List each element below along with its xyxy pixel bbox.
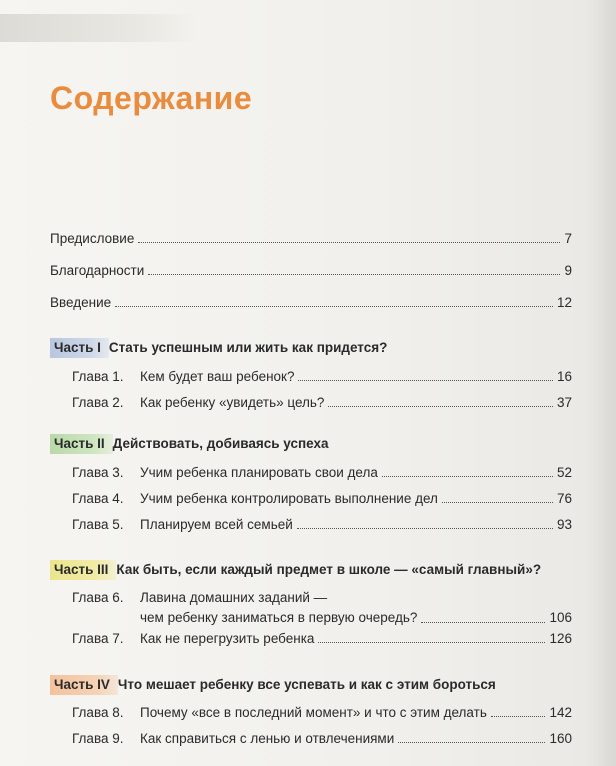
chapter-title: Почему «все в последний момент» и что с этим делать — [140, 705, 487, 720]
chapter-title-line1: Лавина домашних заданий — — [140, 590, 328, 605]
chapter-title: Кем будет ваш ребенок? — [140, 369, 295, 384]
toc-chapter-8 — [50, 700, 572, 722]
dot-leader — [298, 380, 553, 381]
toc-chapter-4 — [50, 486, 572, 508]
chapter-title-line2: чем ребенку заниматься в первую очередь? — [140, 610, 418, 625]
dot-leader — [148, 274, 560, 275]
running-header-strip — [0, 14, 200, 42]
chapter-page: 160 — [549, 731, 572, 746]
chapter-title: Как справиться с ленью и отвлечениями — [140, 731, 395, 746]
chapter-page: 142 — [549, 705, 572, 720]
spine-shadow — [586, 0, 616, 766]
part-title: Что мешает ребенку все успевать и как с этим бороться — [117, 677, 496, 692]
dot-leader — [138, 242, 560, 243]
dot-leader — [398, 742, 545, 743]
chapter-number: Глава 2. — [72, 395, 124, 410]
part-heading-1 — [50, 338, 572, 358]
dot-leader — [115, 306, 553, 307]
chapter-title: Учим ребенка контролировать выполнение дел — [140, 491, 438, 506]
entry-page: 9 — [564, 263, 572, 278]
chapter-number: Глава 5. — [72, 517, 124, 532]
chapter-title-line2-row — [140, 608, 572, 628]
dot-leader — [328, 406, 553, 407]
chapter-number: Глава 7. — [72, 631, 124, 646]
chapter-title: Планируем всей семьей — [140, 517, 293, 532]
part-number: Часть I — [50, 338, 109, 358]
chapter-number: Глава 9. — [72, 731, 124, 746]
toc-entry-preface — [50, 226, 572, 248]
toc-chapter-5 — [50, 512, 572, 534]
toc-chapter-7 — [50, 626, 572, 648]
toc-entry-acknowledgements — [50, 258, 572, 280]
chapter-page: 76 — [556, 491, 572, 506]
chapter-page: 16 — [556, 369, 572, 384]
part-number: Часть IV — [50, 675, 118, 695]
part-heading-2 — [50, 434, 572, 454]
chapter-number: Глава 8. — [72, 705, 124, 720]
chapter-page: 93 — [556, 517, 572, 532]
entry-title: Введение — [50, 295, 112, 310]
chapter-page: 52 — [556, 465, 572, 480]
toc-chapter-3 — [50, 460, 572, 482]
part-title: Как быть, если каждый предмет в школе — «самый главный»? — [116, 562, 542, 577]
toc-chapter-6 — [50, 588, 572, 628]
dot-leader — [421, 622, 545, 623]
dot-leader — [442, 502, 553, 503]
chapter-number: Глава 6. — [72, 590, 124, 605]
chapter-title: Как не перегрузить ребенка — [140, 631, 315, 646]
toc-entry-introduction — [50, 290, 572, 312]
part-number: Часть II — [50, 434, 113, 454]
chapter-title: Учим ребенка планировать свои дела — [140, 465, 378, 480]
part-number: Часть III — [50, 560, 116, 580]
toc-chapter-2 — [50, 390, 572, 412]
chapter-page: 126 — [549, 631, 572, 646]
chapter-number: Глава 1. — [72, 369, 124, 384]
page-title: Содержание — [50, 80, 253, 116]
part-title: Стать успешным или жить как придется? — [108, 340, 388, 355]
entry-title: Благодарности — [50, 263, 145, 278]
dot-leader — [318, 642, 545, 643]
dot-leader — [382, 476, 553, 477]
chapter-number: Глава 4. — [72, 491, 124, 506]
part-heading-4 — [50, 675, 572, 695]
chapter-page: 106 — [549, 610, 572, 625]
chapter-page: 37 — [556, 395, 572, 410]
entry-page: 7 — [564, 231, 572, 246]
toc-chapter-1 — [50, 364, 572, 386]
chapter-number: Глава 3. — [72, 465, 124, 480]
part-heading-3 — [50, 560, 572, 580]
entry-page: 12 — [556, 295, 572, 310]
part-title: Действовать, добиваясь успеха — [112, 436, 329, 451]
dot-leader — [491, 716, 546, 717]
toc-chapter-9 — [50, 726, 572, 748]
dot-leader — [297, 528, 553, 529]
entry-title: Предисловие — [50, 231, 135, 246]
chapter-title: Как ребенку «увидеть» цель? — [140, 395, 325, 410]
